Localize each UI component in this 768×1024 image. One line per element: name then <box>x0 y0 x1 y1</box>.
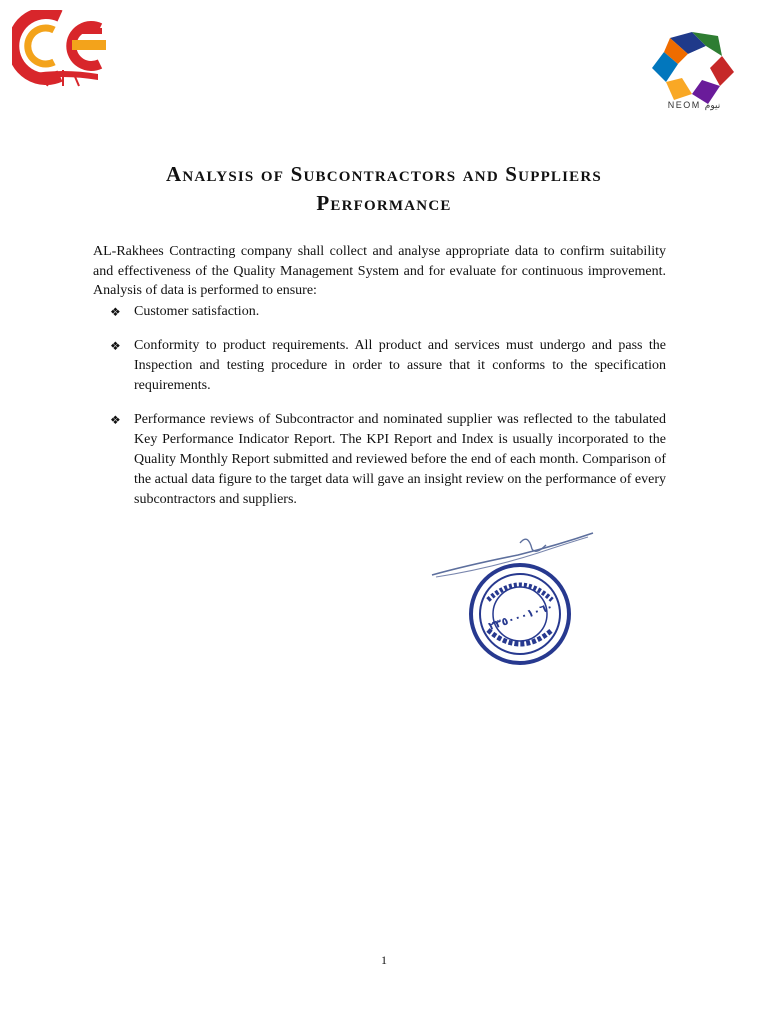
neom-label: NEOM نيوم <box>667 100 721 110</box>
list-item <box>110 336 666 396</box>
bullet-marker-icon: ❖ <box>110 305 121 319</box>
list-item <box>110 410 666 510</box>
bullet-marker-icon: ❖ <box>110 413 121 427</box>
intro-paragraph: AL-Rakhees Contracting company shall collect and analyse appropriate data to confirm suitability and effectiveness of the Quality Management System and for evaluate for continuous improvement. Analysis of data is performed to ensure: <box>93 244 666 298</box>
company-logo-icon <box>12 10 114 88</box>
page-number: 1 <box>381 953 387 967</box>
list-item-text: Conformity to product requirements. All product and services must undergo and pass the Inspection and testing procedure in order to assure that it conforms to the specification requirements. <box>134 338 666 393</box>
title-line-1: Analysis of Subcontractors and Suppliers <box>166 162 602 186</box>
list-item <box>110 302 666 322</box>
bullet-list <box>110 302 666 510</box>
bullet-marker-icon: ❖ <box>110 339 121 353</box>
page-title <box>90 160 678 218</box>
title-line-2: Performance <box>316 191 452 215</box>
list-item-text: Performance reviews of Subcontractor and nominated supplier was reflected to the tabulated Key Performance Indicator Report. The KPI Report and Index is usually incorporated to the Quality Monthly Report submitted and reviewed before the end of each month. Comparison of the actual data figure to the target data will gave an insight review on the performance of every subcontractors and suppliers. <box>134 412 666 507</box>
stamp-text: ٢٣٥٠٠٠١٠٦٠ <box>486 599 555 633</box>
list-item-text: Customer satisfaction. <box>134 304 260 319</box>
company-stamp-icon <box>468 562 572 666</box>
